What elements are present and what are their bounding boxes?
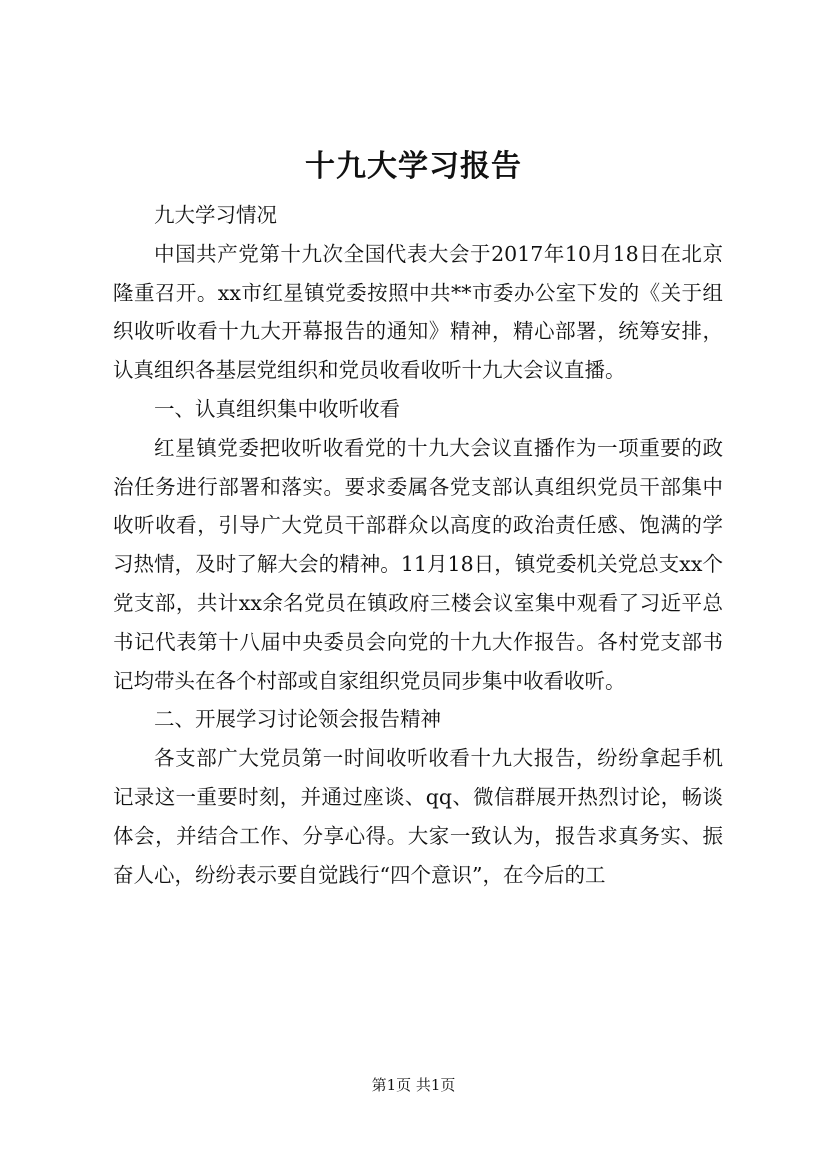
section-heading: 一、认真组织集中收听收看	[154, 396, 400, 421]
section-heading: 二、开展学习讨论领会报告精神	[154, 707, 441, 732]
document-title: 十九大学习报告	[305, 149, 522, 184]
body-paragraph: 九大学习情况	[154, 203, 277, 227]
body-paragraph: 中国共产党第十九次全国代表大会于2017年10月18日在北京隆重召开。xx市红星镇党委按照中共**市委办公室下发的《关于组织收听收看十九大开幕报告的通知》精神，精心部署，统筹安排，认真组织各基层党组织和党员收看收听十九大会议直播。	[113, 241, 723, 383]
page-footer: 第1页 共1页	[371, 1076, 456, 1094]
body-paragraph: 红星镇党委把收听收看党的十九大会议直播作为一项重要的政治任务进行部署和落实。要求委属各党支部认真组织党员干部集中收听收看，引导广大党员干部群众以高度的政治责任感、饱满的学习热情，及时了解大会的精神。11月18日，镇党委机关党总支xx个党支部，共计xx余名党员在镇政府三楼会议室集中观看了习近平总书记代表第十八届中央委员会向党的十九大作报告。各村党支部书记均带头在各个村部或自家组织党员同步集中收看收听。	[113, 435, 723, 693]
body-paragraph: 各支部广大党员第一时间收听收看十九大报告，纷纷拿起手机记录这一重要时刻，并通过座谈、qq、微信群展开热烈讨论，畅谈体会，并结合工作、分享心得。大家一致认为，报告求真务实、振奋人心，纷纷表示要自觉践行“四个意识”，在今后的工	[113, 746, 723, 887]
document-body	[113, 196, 723, 894]
